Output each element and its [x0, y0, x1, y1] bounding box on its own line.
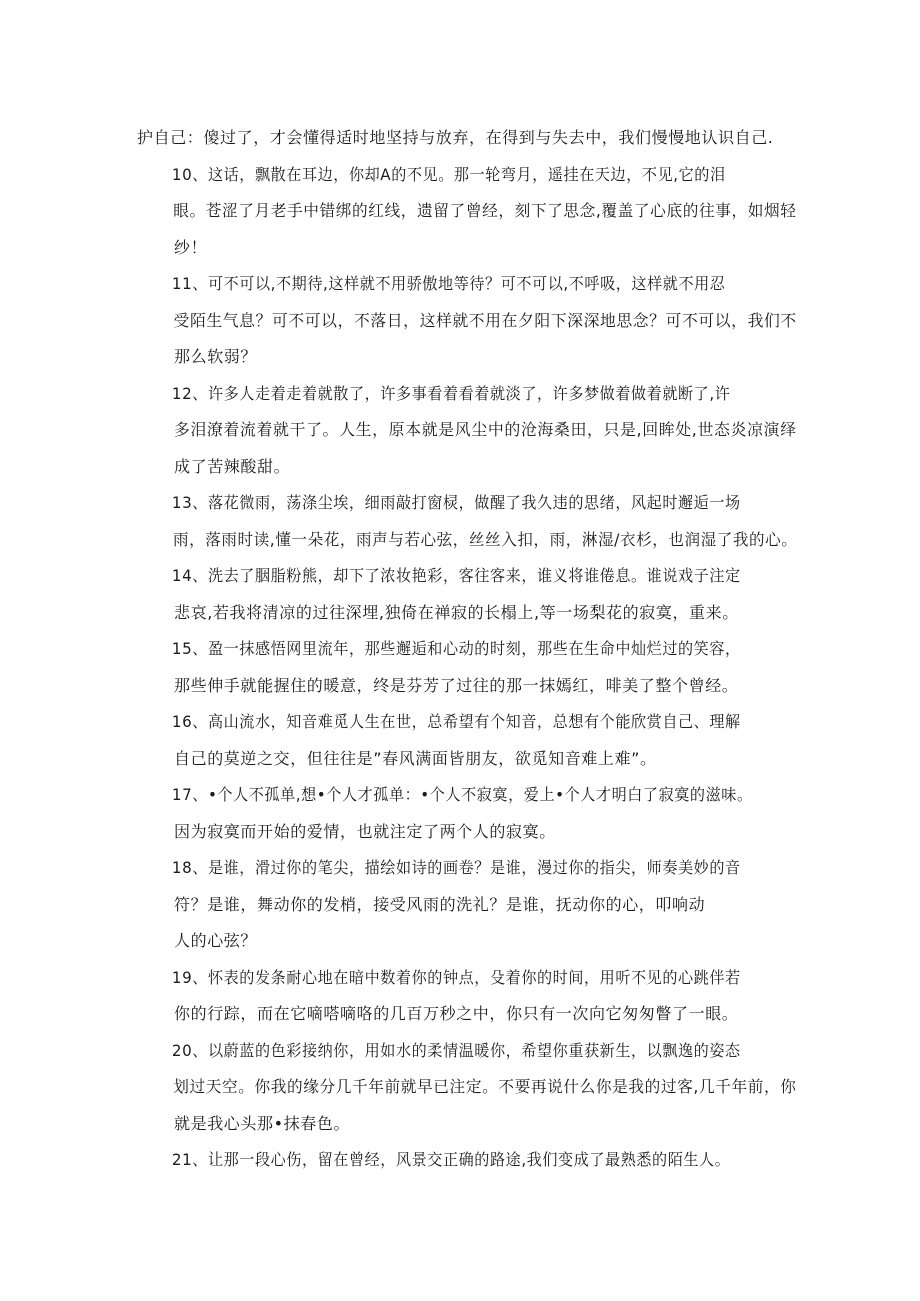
text-line: 20、以蔚蓝的色彩接纳你，用如水的柔情温暖你，希望你重获新生，以飘逸的姿态: [171, 1040, 741, 1060]
paragraph: [137, 376, 797, 486]
text-line: 护自己：傻过了，才会懂得适时地坚持与放弃，在得到与失去中，我们慢慢地认识自己.: [137, 128, 774, 147]
paragraph: [137, 704, 797, 777]
text-line: 划过天空。你我的缘分几千年前就早已注定。不要再说什么你是我的过客,几千年前，你: [173, 1077, 797, 1096]
text-line: 13、落花微雨，荡涤尘埃，细雨敲打窗棂，做醒了我久违的思绪，风起时邂逅一场: [171, 493, 741, 512]
text-line: 多泪潦着流着就干了。人生，原本就是风尘中的沧海桑田，只是,回眸处,世态炎凉演绎: [173, 420, 797, 439]
text-line: 自己的莫逆之交，但往往是”春风满面皆朋友，欲觅知音难上难”。: [174, 748, 657, 768]
text-line: 18、是谁，滑过你的笔尖，描绘如诗的画卷？是谁，漫过你的指尖，师奏美妙的音: [171, 858, 741, 877]
paragraph: [137, 485, 797, 558]
text-line: 受陌生气息？可不可以，不落日，这样就不用在夕阳下深深地思念？可不可以，我们不: [173, 310, 797, 330]
paragraph: [137, 157, 797, 267]
text-line: 雨，落雨时读,懂一朵花，雨声与若心弦，丝丝入扣，雨，淋湿/衣杉，也润湿了我的心。: [172, 529, 798, 549]
text-line: 17、•个人不孤单,想•个人才孤单：•个人不寂寞，爱上•个人才明白了寂寞的滋味。: [171, 785, 753, 804]
paragraph: [137, 960, 797, 1033]
text-line: 悲哀,若我将清凉的过往深埋,独倚在禅寂的长榻上,等一场梨花的寂寞，重来。: [174, 602, 739, 622]
text-line: 人的心弦？: [174, 931, 258, 950]
text-line: 符？是谁，舞动你的发梢，接受风雨的洗礼？是谁，抚动你的心，叩响动: [174, 894, 706, 914]
paragraph: [137, 1033, 797, 1143]
text-line: 那些伸手就能握住的暖意，终是芬芳了过往的那一抹嫣红，啡美了整个曾经。: [174, 675, 739, 695]
document-body: [137, 120, 797, 1179]
paragraph: [137, 266, 797, 376]
text-line: 16、高山流水，知音难觅人生在世，总希望有个知音，总想有个能欣赏自己、理解: [171, 712, 741, 731]
text-line: 12、许多人走着走着就散了，许多事看着看着就淡了，许多梦做着做着就断了,许: [171, 383, 731, 403]
text-line: 纱！: [174, 237, 208, 257]
paragraph: [137, 850, 797, 960]
text-line: 21、让那一段心伤，留在曾经，风景交正确的路途,我们变成了最熟悉的陌生人。: [171, 1150, 731, 1169]
text-line: 就是我心头那•抹春色。: [174, 1113, 351, 1133]
text-line: 那么软弱？: [174, 347, 258, 366]
paragraph: [137, 631, 797, 704]
text-line: 14、洗去了胭脂粉熊，却下了浓妆艳彩，客往客来，谁义将谁倦息。谁说戏子注定: [171, 566, 741, 585]
text-line: 15、盈一抹感悟网里流年，那些邂逅和心动的时刻，那些在生命中灿烂过的笑容，: [171, 639, 741, 658]
text-line: 眼。苍涩了月老手中错绑的红线，遗留了曾经，刻下了思念,覆盖了心底的往事，如烟轻: [173, 201, 797, 220]
paragraph: [137, 558, 797, 631]
text-line: 因为寂寞而开始的爱情，也就注定了两个人的寂寞。: [174, 821, 556, 841]
paragraph: [137, 1142, 797, 1179]
text-line: 19、怀表的发条耐心地在暗中数着你的钟点，殳着你的时间，用听不见的心跳伴若: [171, 967, 741, 987]
paragraph: [137, 777, 797, 850]
text-line: 10、这话，飘散在耳边，你却A的不见。那一轮弯月，遥挂在天边，不见,它的泪: [171, 164, 726, 184]
text-line: 成了苦辣酸甜。: [174, 456, 291, 476]
text-line: 你的行踪，而在它嘀嗒嘀咯的几百万秒之中，你只有一次向它匆匆瞥了一眼。: [174, 1004, 739, 1023]
text-line: 11、可不可以,不期待,这样就不用骄傲地等待？可不可以,不呼吸，这样就不用忍: [171, 274, 726, 293]
paragraph: [137, 120, 797, 157]
